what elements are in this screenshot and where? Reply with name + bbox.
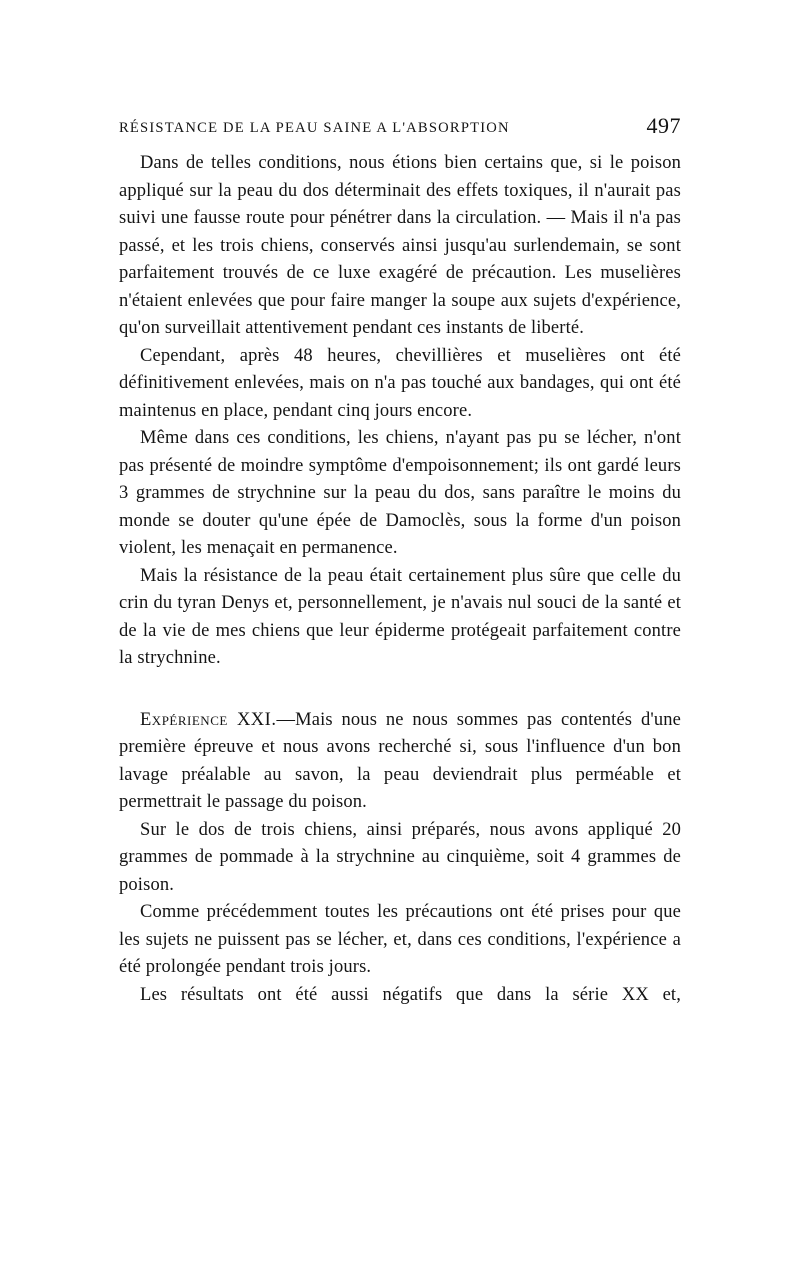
paragraph: Mais la résistance de la peau était certainement plus sûre que celle du crin du tyran Denys et, personnellement, je n'avais nul souci de la santé et de la vie de mes chiens que leur épiderme protégeait parfaitement contre la strychnine.	[119, 565, 681, 668]
body-text	[119, 150, 681, 1009]
paragraph-continued: Les résultats ont été aussi négatifs que dans la série XX et,	[140, 984, 681, 1005]
paragraph: Dans de telles conditions, nous étions bien certains que, si le poison appliqué sur la peau du dos déterminait des effets toxiques, il n'aurait pas suivi une fausse route pour pénétrer dans la circulation. — Mais il n'a pas passé, et les trois chiens, conservés ainsi jusqu'au surlendemain, se sont parfaitement trouvés de ce luxe exagéré de précaution. Les muselières n'étaient enlevées que pour faire manger la soupe aux sujets d'expérience, qu'on surveillait attentivement pendant ces instants de liberté.	[119, 153, 681, 338]
paragraph: Sur le dos de trois chiens, ainsi préparés, nous avons appliqué 20 grammes de pommade à la strychnine au cinquième, soit 4 grammes de poison.	[119, 819, 681, 895]
running-head	[119, 113, 681, 147]
paragraph: Même dans ces conditions, les chiens, n'ayant pas pu se lécher, n'ont pas présenté de moindre symptôme d'empoisonnement; ils ont gardé leurs 3 grammes de strychnine sur la peau du dos, sans paraître le moins du monde se douter qu'une épée de Damoclès, sous la forme d'un poison violent, les menaçait en permanence.	[119, 428, 681, 558]
page-number: 497	[646, 113, 681, 138]
experiment-paragraph	[119, 707, 681, 817]
section-gap	[119, 673, 681, 707]
experiment-label: Expérience XXI.	[140, 709, 277, 730]
experiment-text: —Mais nous ne nous sommes pas contentés d'une première épreuve et nous avons recherché si, sous l'influence d'un bon lavage préalable au savon, la peau deviendrait plus perméable et permettrait le passage du poison.	[119, 709, 681, 812]
running-title: RÉSISTANCE DE LA PEAU SAINE A L'ABSORPTION	[119, 120, 510, 136]
paragraph: Cependant, après 48 heures, chevillières et muselières ont été définitivement enlevées, mais on n'a pas touché aux bandages, qui ont été maintenus en place, pendant cinq jours encore.	[119, 345, 681, 421]
paragraph: Comme précédemment toutes les précautions ont été prises pour que les sujets ne puissent pas se lécher, et, dans ces conditions, l'expérience a été prolongée pendant trois jours.	[119, 902, 681, 977]
